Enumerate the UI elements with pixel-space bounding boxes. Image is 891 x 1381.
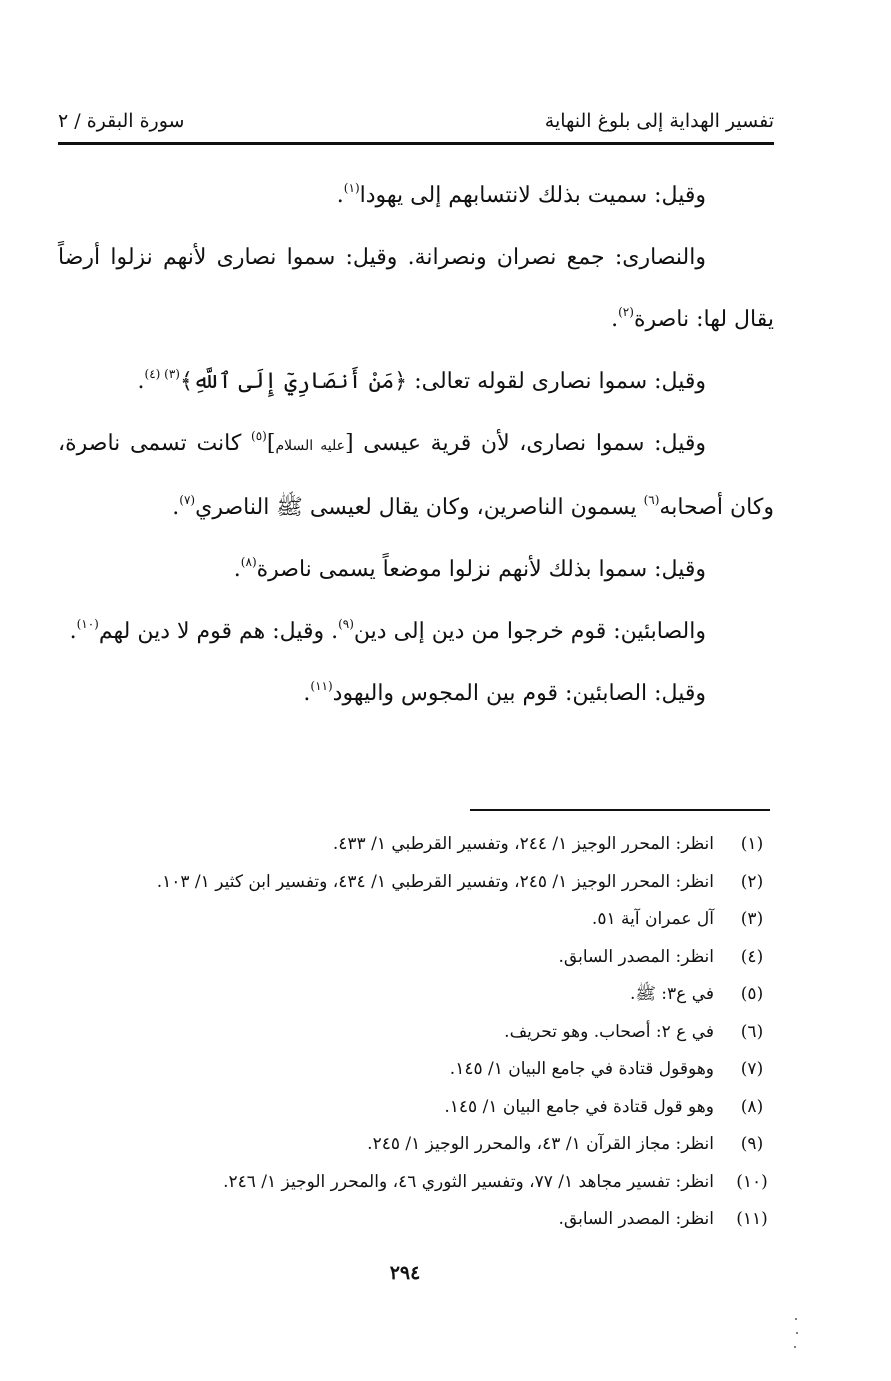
footnote-text: انظر: المصدر السابق.	[558, 946, 714, 967]
paragraph-6	[58, 601, 774, 663]
paragraph-1	[58, 165, 774, 227]
footnote-item	[58, 1126, 774, 1164]
paragraph-text: . وقيل: هم قوم لا دين لهم	[98, 619, 339, 644]
footnote-number: (١١)	[736, 1209, 768, 1229]
running-header	[58, 106, 774, 142]
paragraph-text: وقيل: سميت بذلك لانتسابهم إلى يهودا	[359, 183, 706, 208]
footnote-item	[58, 939, 774, 977]
paragraph-end: .	[303, 681, 311, 706]
footnote-text: وهو قول قتادة في جامع البيان ١/ ١٤٥.	[444, 1096, 714, 1117]
paragraph-4	[58, 413, 774, 539]
footnote-text: آل عمران آية ٥١.	[591, 909, 714, 929]
paragraph-text: والنصارى: جمع نصران ونصرانة. وقيل: سموا نصارى لأنهم نزلوا أرضاً يقال لها: ناصرة	[58, 245, 774, 332]
footnote-item	[58, 1051, 774, 1089]
footnote-number: (٨)	[740, 1096, 764, 1117]
scan-speck	[795, 1318, 797, 1320]
footnote-number: (٤)	[740, 946, 764, 967]
footnote-ref: (٩)	[338, 617, 354, 631]
footnote-text: انظر: تفسير مجاهد ١/ ٧٧، وتفسير الثوري ٤٦، والمحرر الوجيز ١/ ٢٤٦.	[223, 1171, 714, 1192]
footnote-item	[58, 1201, 774, 1239]
honorific: عليه السلام	[275, 438, 345, 454]
footnote-text: في ع٣: ﷺ.	[629, 984, 714, 1004]
footnote-item	[58, 1089, 774, 1127]
footnote-ref: (٢)	[618, 305, 634, 319]
footnote-text: انظر: المصدر السابق.	[558, 1209, 714, 1229]
footnote-ref: (٥)	[251, 429, 267, 443]
footnote-number: (٢)	[740, 871, 764, 892]
footnote-number: (١)	[740, 834, 764, 854]
paragraph-end: .	[233, 557, 241, 582]
quran-verse: ﴿مَنْ أَنصَارِيٓ إِلَى ٱللَّهِ﴾	[179, 369, 408, 394]
footnote-ref: (٦)	[643, 493, 660, 507]
paragraph-end: .	[611, 307, 619, 332]
footnote-item	[58, 1164, 774, 1202]
paragraph-2	[58, 227, 774, 351]
paragraph-text: يسمون الناصرين، وكان يقال لعيسى ﷺ الناصري	[195, 495, 644, 520]
footnote-ref: (٣) (٤)	[144, 367, 180, 381]
footnotes	[58, 826, 774, 1239]
scan-speck	[794, 1346, 796, 1348]
footnote-item	[58, 826, 774, 864]
header-rule	[58, 142, 774, 145]
footnote-text: انظر: المحرر الوجيز ١/ ٢٤٥، وتفسير القرطبي ١/ ٤٣٤، وتفسير ابن كثير ١/ ١٠٣.	[156, 871, 714, 892]
footnote-ref: (١١)	[310, 679, 333, 693]
footnote-number: (٥)	[740, 984, 764, 1004]
paragraph-text: كانت تسمى ناصرة، وكان أصحابه	[58, 431, 774, 520]
page-number: ٢٩٤	[389, 1262, 421, 1284]
footnote-ref: (٧)	[179, 493, 196, 507]
footnote-ref: (١٠)	[76, 617, 99, 631]
footnote-item	[58, 1014, 774, 1052]
footnote-text: في ع ٢: أصحاب. وهو تحريف.	[504, 1021, 714, 1042]
footnote-separator	[470, 809, 770, 811]
paragraph-end: .	[137, 369, 145, 394]
footnote-item	[58, 901, 774, 939]
footnote-number: (٧)	[740, 1059, 764, 1079]
paragraph-end: .	[69, 619, 77, 644]
paragraph-text: وقيل: سموا نصارى، لأن قرية عيسى [	[344, 431, 706, 456]
footnote-text: وهوقول قتادة في جامع البيان ١/ ١٤٥.	[449, 1059, 714, 1079]
paragraph-text: وقيل: الصابئين: قوم بين المجوس واليهود	[332, 681, 706, 706]
scan-speck	[796, 1332, 798, 1334]
footnote-number: (١٠)	[736, 1171, 768, 1192]
footnote-item	[58, 976, 774, 1014]
surah-label: سورة البقرة / ٢	[58, 110, 185, 132]
paragraph-text: والصابئين: قوم خرجوا من دين إلى دين	[353, 619, 706, 644]
main-text	[58, 165, 774, 725]
paragraph-text: وقيل: سموا بذلك لأنهم نزلوا موضعاً يسمى ناصرة	[256, 557, 706, 582]
footnote-text: انظر: مجاز القرآن ١/ ٤٣، والمحرر الوجيز ١/ ٢٤٥.	[367, 1134, 714, 1154]
footnote-item	[58, 864, 774, 902]
footnote-number: (٩)	[740, 1134, 764, 1154]
footnote-ref: (٨)	[240, 555, 257, 569]
book-title: تفسير الهداية إلى بلوغ النهاية	[544, 110, 774, 132]
footnote-text: انظر: المحرر الوجيز ١/ ٢٤٤، وتفسير القرطبي ١/ ٤٣٣.	[332, 834, 714, 854]
footnote-ref: (١)	[343, 181, 360, 195]
paragraph-5	[58, 539, 774, 601]
paragraph-end: .	[336, 183, 344, 208]
paragraph-7	[58, 663, 774, 725]
paragraph-text: ]	[266, 431, 276, 456]
footnote-number: (٣)	[740, 909, 764, 929]
paragraph-3	[58, 351, 774, 413]
footnote-number: (٦)	[740, 1021, 764, 1042]
paragraph-text: وقيل: سموا نصارى لقوله تعالى:	[407, 369, 706, 394]
paragraph-end: .	[172, 495, 180, 520]
